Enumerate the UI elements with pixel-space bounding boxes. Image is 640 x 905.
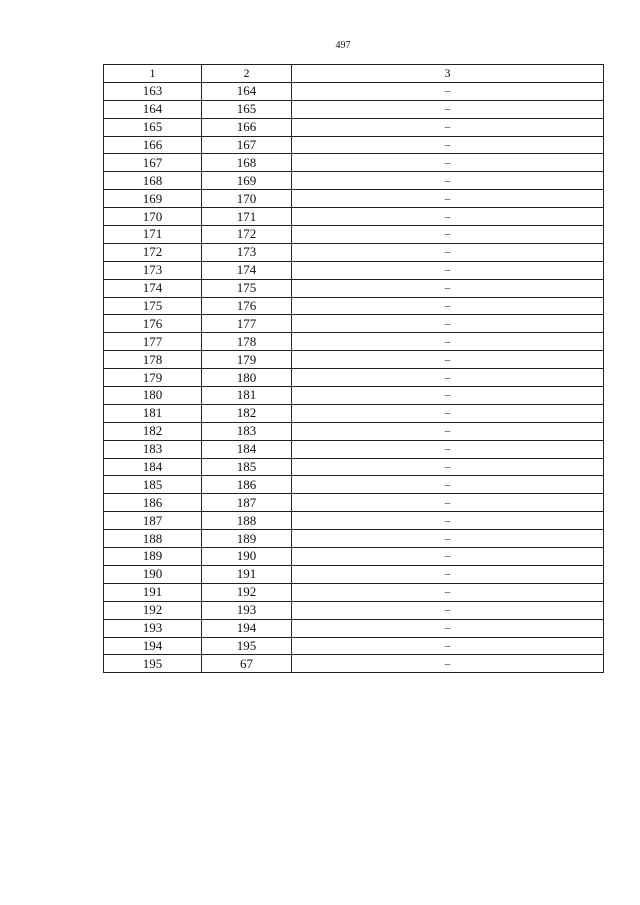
table-cell-col-2: 67: [202, 655, 292, 673]
table-cell-col-1: 180: [104, 387, 202, 405]
table-cell-col-1: 190: [104, 565, 202, 583]
table-cell-col-3: –: [292, 172, 604, 190]
table-cell-col-1: 169: [104, 190, 202, 208]
table-cell-col-2: 167: [202, 136, 292, 154]
table-cell-col-3: –: [292, 404, 604, 422]
column-header-2: 2: [202, 65, 292, 83]
table-cell-col-3: –: [292, 512, 604, 530]
table-cell-col-2: 170: [202, 190, 292, 208]
table-cell-col-2: 190: [202, 548, 292, 566]
table-cell-col-2: 186: [202, 476, 292, 494]
table-cell-col-2: 171: [202, 208, 292, 226]
table-cell-col-2: 172: [202, 226, 292, 244]
table-row: [104, 261, 604, 279]
table-row: [104, 458, 604, 476]
table-cell-col-2: 174: [202, 261, 292, 279]
table-cell-col-2: 180: [202, 369, 292, 387]
table-cell-col-3: –: [292, 82, 604, 100]
table-cell-col-3: –: [292, 655, 604, 673]
table-row: [104, 530, 604, 548]
data-table: [103, 64, 604, 673]
table-cell-col-3: –: [292, 243, 604, 261]
table-cell-col-3: –: [292, 226, 604, 244]
table-row: [104, 243, 604, 261]
table-row: [104, 190, 604, 208]
table-row: [104, 333, 604, 351]
table-row: [104, 118, 604, 136]
table-cell-col-1: 175: [104, 297, 202, 315]
table-cell-col-1: 188: [104, 530, 202, 548]
table-cell-col-1: 194: [104, 637, 202, 655]
table-cell-col-2: 168: [202, 154, 292, 172]
table-cell-col-1: 183: [104, 440, 202, 458]
table-row: [104, 279, 604, 297]
table-body: [104, 82, 604, 672]
table-cell-col-1: 178: [104, 351, 202, 369]
header-row: [104, 65, 604, 83]
table-cell-col-1: 179: [104, 369, 202, 387]
table-cell-col-2: 195: [202, 637, 292, 655]
table-cell-col-3: –: [292, 440, 604, 458]
table-cell-col-2: 166: [202, 118, 292, 136]
table-row: [104, 601, 604, 619]
table-cell-col-1: 167: [104, 154, 202, 172]
table-cell-col-3: –: [292, 351, 604, 369]
table-cell-col-2: 188: [202, 512, 292, 530]
table-cell-col-1: 182: [104, 422, 202, 440]
table-row: [104, 208, 604, 226]
table-cell-col-1: 168: [104, 172, 202, 190]
table-row: [104, 82, 604, 100]
table-row: [104, 351, 604, 369]
table-row: [104, 226, 604, 244]
table-cell-col-1: 171: [104, 226, 202, 244]
table-cell-col-1: 185: [104, 476, 202, 494]
table-cell-col-3: –: [292, 387, 604, 405]
table-row: [104, 315, 604, 333]
data-table-container: [103, 64, 603, 673]
table-cell-col-1: 174: [104, 279, 202, 297]
table-cell-col-1: 166: [104, 136, 202, 154]
table-cell-col-2: 164: [202, 82, 292, 100]
table-cell-col-3: –: [292, 315, 604, 333]
table-row: [104, 494, 604, 512]
table-cell-col-3: –: [292, 369, 604, 387]
page-number: 497: [335, 40, 351, 51]
table-row: [104, 172, 604, 190]
table-cell-col-2: 182: [202, 404, 292, 422]
table-cell-col-3: –: [292, 476, 604, 494]
table-cell-col-2: 177: [202, 315, 292, 333]
table-row: [104, 476, 604, 494]
table-cell-col-2: 179: [202, 351, 292, 369]
table-cell-col-3: –: [292, 458, 604, 476]
table-cell-col-1: 172: [104, 243, 202, 261]
table-row: [104, 297, 604, 315]
table-cell-col-1: 181: [104, 404, 202, 422]
table-cell-col-1: 192: [104, 601, 202, 619]
table-cell-col-3: –: [292, 190, 604, 208]
table-cell-col-1: 193: [104, 619, 202, 637]
table-cell-col-2: 187: [202, 494, 292, 512]
table-cell-col-3: –: [292, 136, 604, 154]
table-cell-col-1: 165: [104, 118, 202, 136]
table-cell-col-2: 165: [202, 100, 292, 118]
table-row: [104, 369, 604, 387]
table-cell-col-1: 186: [104, 494, 202, 512]
table-row: [104, 637, 604, 655]
table-cell-col-3: –: [292, 530, 604, 548]
table-cell-col-3: –: [292, 208, 604, 226]
table-row: [104, 548, 604, 566]
table-row: [104, 422, 604, 440]
table-row: [104, 655, 604, 673]
table-cell-col-1: 177: [104, 333, 202, 351]
column-header-3: 3: [292, 65, 604, 83]
table-cell-col-2: 176: [202, 297, 292, 315]
table-cell-col-1: 176: [104, 315, 202, 333]
table-cell-col-2: 185: [202, 458, 292, 476]
table-cell-col-2: 193: [202, 601, 292, 619]
table-cell-col-3: –: [292, 154, 604, 172]
table-cell-col-2: 169: [202, 172, 292, 190]
table-cell-col-1: 173: [104, 261, 202, 279]
table-cell-col-3: –: [292, 333, 604, 351]
table-cell-col-1: 195: [104, 655, 202, 673]
table-row: [104, 565, 604, 583]
table-cell-col-2: 181: [202, 387, 292, 405]
table-cell-col-1: 164: [104, 100, 202, 118]
table-header: [104, 65, 604, 83]
table-cell-col-3: –: [292, 279, 604, 297]
table-cell-col-3: –: [292, 100, 604, 118]
table-cell-col-3: –: [292, 565, 604, 583]
table-cell-col-2: 178: [202, 333, 292, 351]
table-row: [104, 154, 604, 172]
table-cell-col-2: 194: [202, 619, 292, 637]
table-cell-col-3: –: [292, 494, 604, 512]
table-cell-col-3: –: [292, 619, 604, 637]
table-cell-col-3: –: [292, 548, 604, 566]
table-cell-col-2: 175: [202, 279, 292, 297]
table-row: [104, 619, 604, 637]
table-row: [104, 404, 604, 422]
table-row: [104, 136, 604, 154]
table-cell-col-3: –: [292, 261, 604, 279]
table-cell-col-1: 187: [104, 512, 202, 530]
table-cell-col-2: 191: [202, 565, 292, 583]
table-cell-col-2: 183: [202, 422, 292, 440]
table-cell-col-3: –: [292, 637, 604, 655]
table-cell-col-1: 191: [104, 583, 202, 601]
table-row: [104, 440, 604, 458]
table-cell-col-3: –: [292, 583, 604, 601]
table-row: [104, 583, 604, 601]
column-header-1: 1: [104, 65, 202, 83]
table-cell-col-3: –: [292, 422, 604, 440]
table-cell-col-2: 184: [202, 440, 292, 458]
table-cell-col-1: 184: [104, 458, 202, 476]
table-row: [104, 512, 604, 530]
table-cell-col-3: –: [292, 297, 604, 315]
table-cell-col-1: 163: [104, 82, 202, 100]
table-row: [104, 387, 604, 405]
table-cell-col-1: 189: [104, 548, 202, 566]
table-cell-col-3: –: [292, 601, 604, 619]
table-cell-col-2: 192: [202, 583, 292, 601]
table-cell-col-2: 173: [202, 243, 292, 261]
table-cell-col-2: 189: [202, 530, 292, 548]
table-cell-col-1: 170: [104, 208, 202, 226]
table-cell-col-3: –: [292, 118, 604, 136]
table-row: [104, 100, 604, 118]
